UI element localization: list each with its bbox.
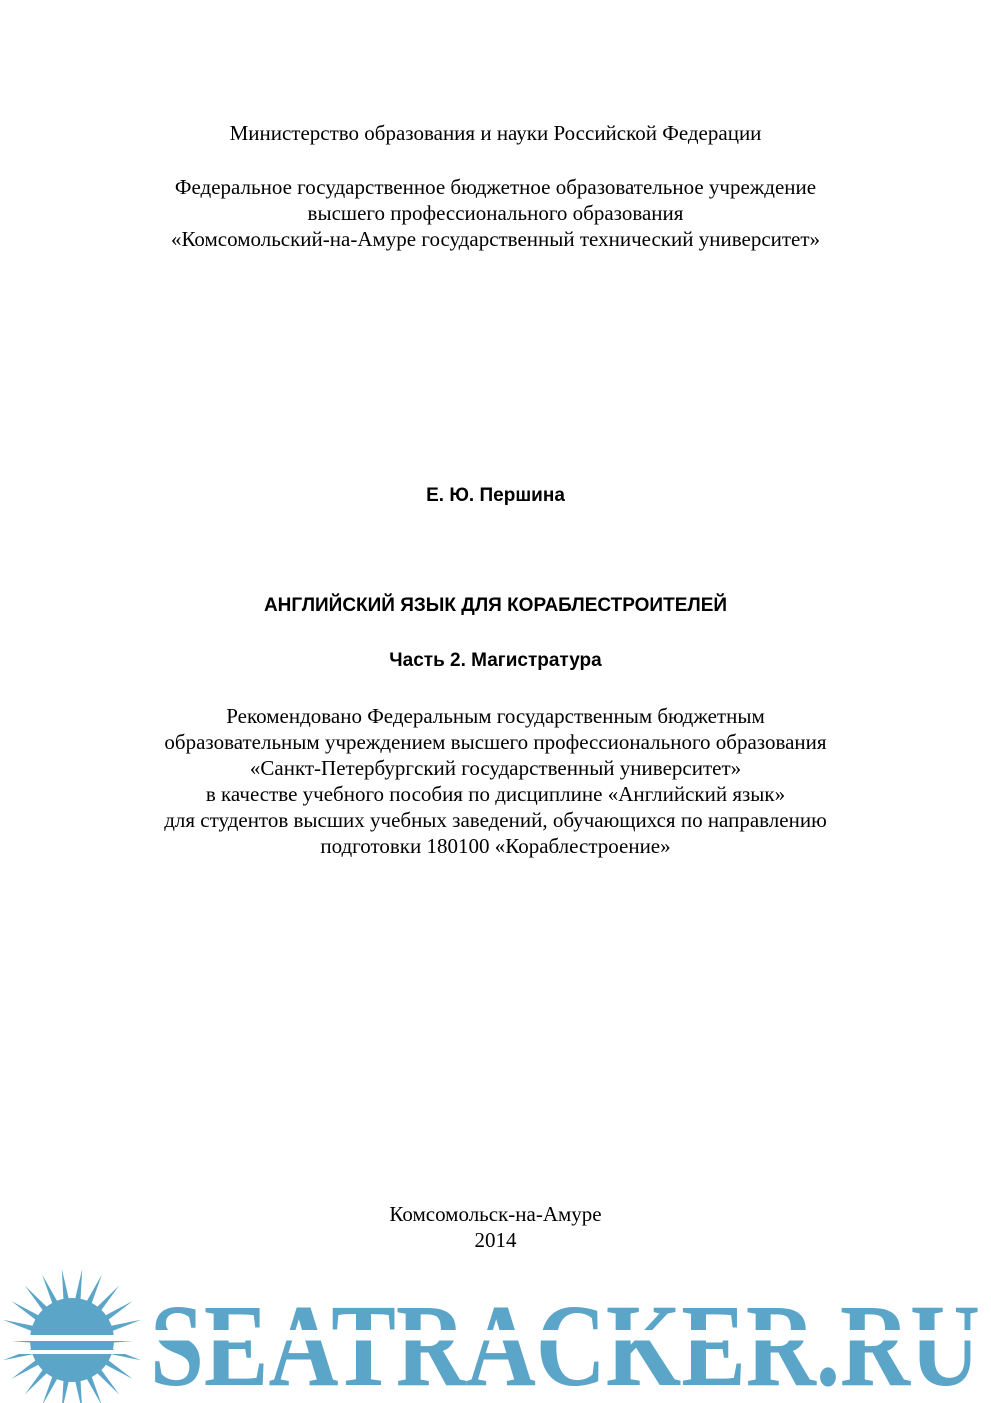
sun-ray (42, 1375, 58, 1403)
recommendation-line-3: «Санкт-Петербургский государственный университет» (249, 756, 742, 780)
sun-ray (62, 1269, 69, 1301)
book-subtitle (0, 649, 991, 673)
author-name (0, 484, 991, 508)
author-text: Е. Ю. Першина (426, 485, 565, 506)
recommendation-line-5: для студентов высших учебных заведений, обучающихся по направлению (164, 808, 827, 832)
sun-ray (104, 1359, 133, 1379)
sun-ray (86, 1275, 102, 1305)
book-title (0, 594, 991, 618)
recommendation-line-2: образовательным учреждением высшего профессионального образования (164, 730, 827, 754)
institution-line-2: высшего профессионального образования (307, 201, 684, 225)
sun-ray (42, 1275, 58, 1305)
sun-ray (62, 1379, 69, 1403)
sun-ray (96, 1286, 119, 1312)
watermark-text: SEATRACKER.RU (150, 1280, 980, 1403)
ministry-text: Министерство образования и науки Российской Федерации (229, 121, 762, 145)
imprint-year: 2014 (474, 1228, 517, 1252)
institution-line-1: Федеральное государственное бюджетное образовательное учреждение (174, 175, 817, 199)
imprint-city: Комсомольск-на-Амуре (389, 1202, 602, 1226)
institution-line-3: «Комсомольский-на-Амуре государственный технический университет» (170, 227, 821, 251)
sun-icon (0, 1269, 150, 1403)
recommendation-block (0, 703, 991, 859)
ministry-line (0, 120, 991, 146)
sun-ray (25, 1286, 48, 1312)
recommendation-line-4: в качестве учебного пособия по дисциплине «Английский язык» (205, 782, 786, 806)
book-title-text: АНГЛИЙСКИЙ ЯЗЫК ДЛЯ КОРАБЛЕСТРОИТЕЛЕЙ (263, 595, 728, 616)
recommendation-line-1: Рекомендовано Федеральным государственным бюджетным (226, 704, 765, 728)
watermark-logo (0, 1255, 991, 1403)
institution-block (0, 174, 991, 252)
sun-ray (25, 1368, 48, 1394)
sun-ray (11, 1359, 40, 1379)
imprint-block (0, 1201, 991, 1253)
sun-ray (104, 1301, 133, 1321)
sun-ray (86, 1375, 102, 1403)
sun-ray (75, 1269, 82, 1301)
sun-ray (11, 1301, 40, 1321)
sun-ray (3, 1320, 35, 1332)
sun-ray (75, 1379, 82, 1403)
book-subtitle-text: Часть 2. Магистратура (389, 650, 602, 671)
recommendation-line-6: подготовки 180100 «Кораблестроение» (320, 834, 671, 858)
sun-ray (96, 1368, 119, 1394)
sun-ray (109, 1320, 141, 1332)
